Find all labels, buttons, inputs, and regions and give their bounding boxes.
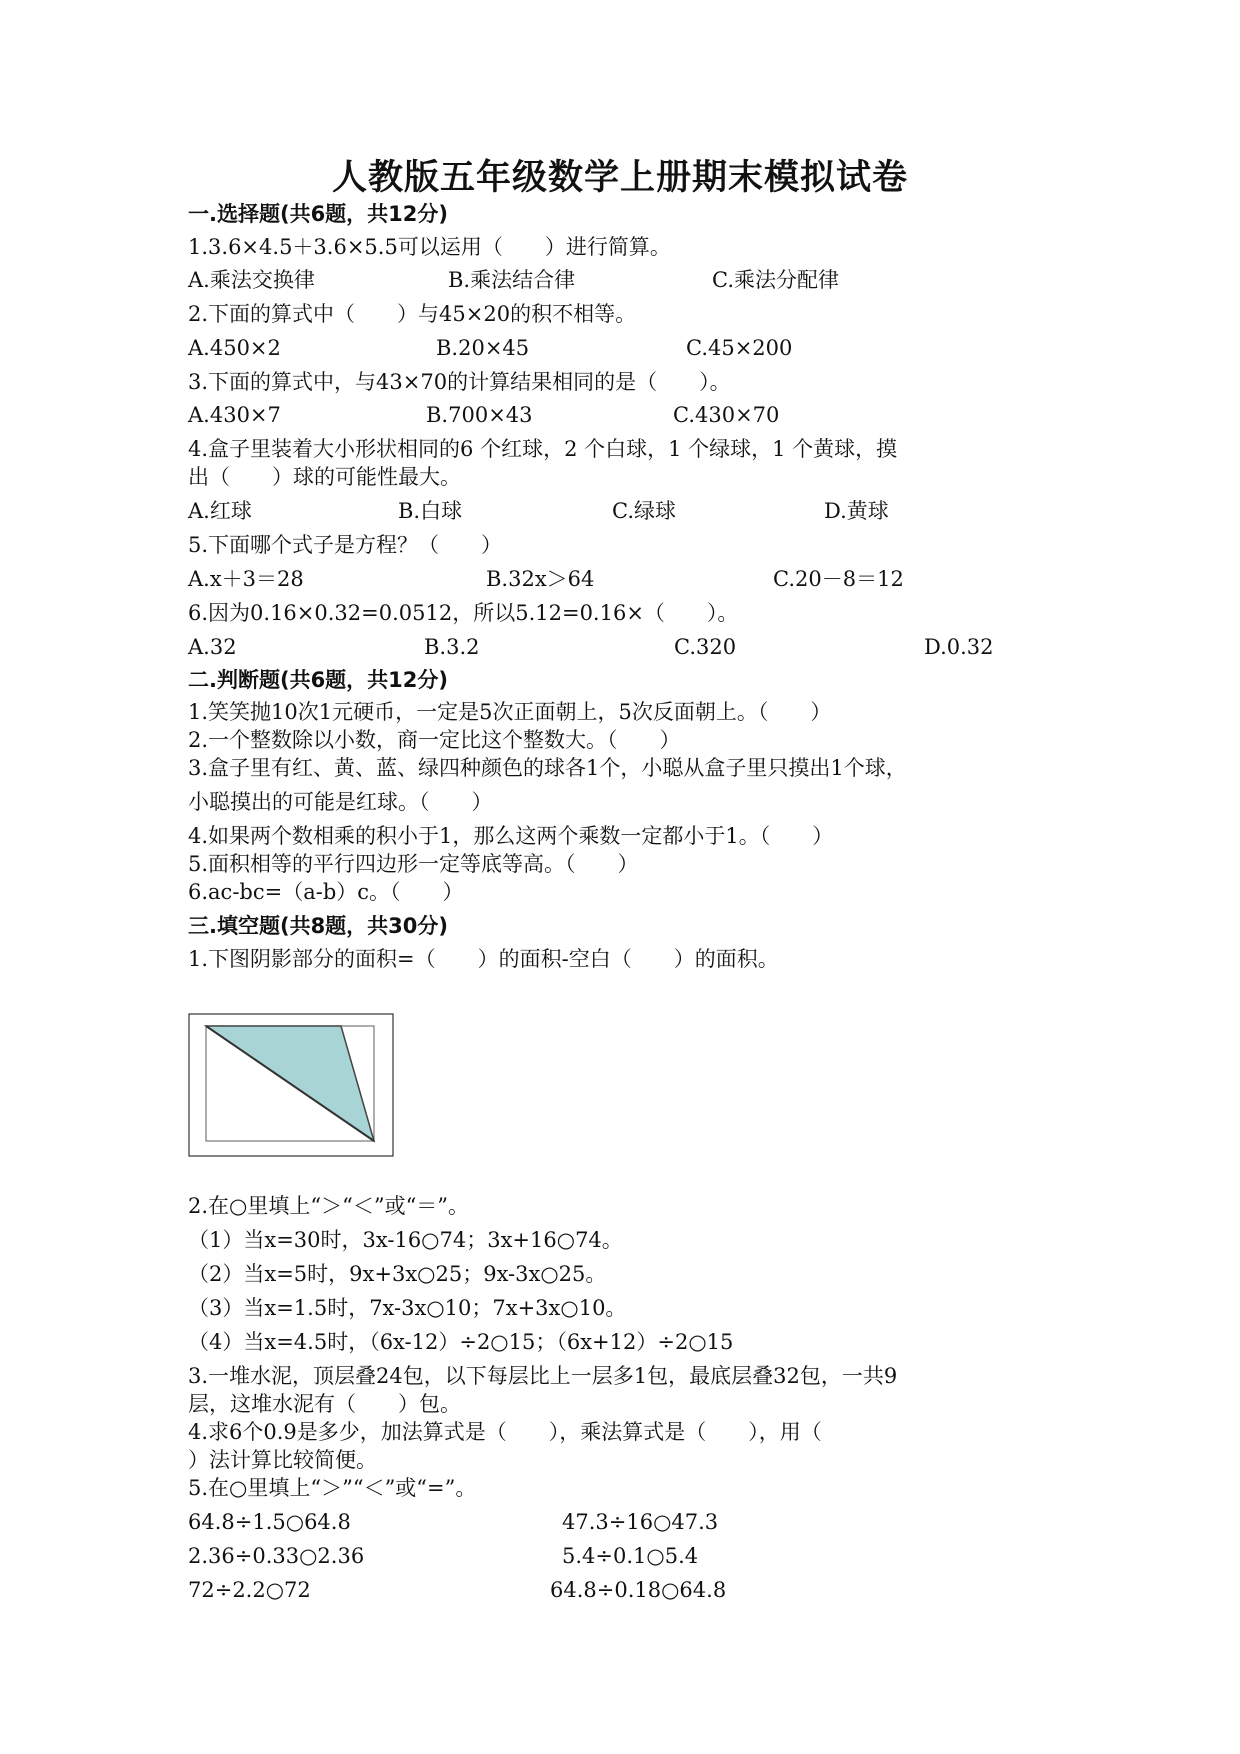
choice-q1-option-a: A.乘法交换律 bbox=[188, 268, 315, 292]
fill-question-4-line2: ）法计算比较简便。 bbox=[188, 1448, 377, 1472]
section-heading-judge: 二.判断题(共6题，共12分) bbox=[188, 668, 449, 692]
choice-q4-option-a: A.红球 bbox=[188, 499, 252, 523]
judge-question-4: 4.如果两个数相乘的积小于1，那么这两个乘数一定都小于1。（ ） bbox=[188, 824, 834, 848]
choice-q2-option-c: C.45×200 bbox=[686, 336, 793, 360]
choice-q5-option-a: A.x＋3＝28 bbox=[188, 567, 304, 591]
judge-question-3-line2: 小聪摸出的可能是红球。（ ） bbox=[188, 790, 493, 814]
choice-question-5: 5.下面哪个式子是方程？（ ） bbox=[188, 533, 503, 557]
choice-question-2: 2.下面的算式中（ ）与45×20的积不相等。 bbox=[188, 302, 637, 326]
choice-q3-option-c: C.430×70 bbox=[673, 403, 780, 427]
judge-question-5: 5.面积相等的平行四边形一定等底等高。（ ） bbox=[188, 852, 639, 876]
fill-q5-item: 2.36÷0.33○2.36 bbox=[188, 1544, 365, 1568]
judge-question-2: 2.一个整数除以小数，商一定比这个整数大。（ ） bbox=[188, 728, 681, 752]
choice-question-3: 3.下面的算式中，与43×70的计算结果相同的是（ ）。 bbox=[188, 370, 731, 394]
choice-q4-option-b: B.白球 bbox=[398, 499, 463, 523]
fill-q5-item: 47.3÷16○47.3 bbox=[562, 1510, 719, 1534]
fill-question-2-part3: （3）当x=1.5时，7x-3x○10；7x+3x○10。 bbox=[188, 1296, 627, 1320]
fill-question-3-line1: 3.一堆水泥，顶层叠24包，以下每层比上一层多1包，最底层叠32包，一共9 bbox=[188, 1364, 898, 1388]
judge-question-6: 6.ac-bc=（a-b）c。（ ） bbox=[188, 880, 464, 904]
fill-question-1: 1.下图阴影部分的面积=（ ）的面积-空白（ ）的面积。 bbox=[188, 947, 779, 971]
choice-q3-option-a: A.430×7 bbox=[188, 403, 281, 427]
fill-question-3-line2: 层，这堆水泥有（ ）包。 bbox=[188, 1392, 461, 1416]
fill-q5-item: 5.4÷0.1○5.4 bbox=[562, 1544, 699, 1568]
page-title: 人教版五年级数学上册期末模拟试卷 bbox=[331, 158, 908, 198]
choice-q4-option-d: D.黄球 bbox=[824, 499, 889, 523]
choice-q6-option-a: A.32 bbox=[188, 635, 237, 659]
choice-question-6: 6.因为0.16×0.32=0.0512，所以5.12=0.16×（ ）。 bbox=[188, 601, 739, 625]
choice-q2-option-b: B.20×45 bbox=[436, 336, 530, 360]
choice-question-1: 1.3.6×4.5＋3.6×5.5可以运用（ ）进行简算。 bbox=[188, 235, 671, 259]
fill-question-2-part2: （2）当x=5时，9x+3x○25；9x-3x○25。 bbox=[188, 1262, 607, 1286]
choice-q5-option-c: C.20－8＝12 bbox=[773, 567, 904, 591]
section-heading-fill: 三.填空题(共8题，共30分) bbox=[188, 914, 449, 938]
choice-question-4-line1: 4.盒子里装着大小形状相同的6 个红球，2 个白球，1 个绿球，1 个黄球，摸 bbox=[188, 437, 898, 461]
fill-q5-item: 72÷2.2○72 bbox=[188, 1578, 311, 1602]
section-heading-choice: 一.选择题(共6题，共12分) bbox=[188, 202, 449, 226]
judge-question-3-line1: 3.盒子里有红、黄、蓝、绿四种颜色的球各1个，小聪从盒子里只摸出1个球， bbox=[188, 756, 907, 780]
fill-question-2-part1: （1）当x=30时，3x-16○74；3x+16○74。 bbox=[188, 1228, 623, 1252]
choice-q2-option-a: A.450×2 bbox=[188, 336, 281, 360]
fill-question-2-part4: （4）当x=4.5时，（6x-12）÷2○15；（6x+12）÷2○15 bbox=[188, 1330, 734, 1354]
choice-q1-option-b: B.乘法结合律 bbox=[448, 268, 576, 292]
judge-question-1: 1.笑笑抛10次1元硬币，一定是5次正面朝上，5次反面朝上。（ ） bbox=[188, 700, 832, 724]
fill-q5-item: 64.8÷1.5○64.8 bbox=[188, 1510, 351, 1534]
fill-q5-item: 64.8÷0.18○64.8 bbox=[550, 1578, 727, 1602]
choice-q5-option-b: B.32x＞64 bbox=[486, 567, 595, 591]
fill-question-2: 2.在○里填上“＞“＜”或“＝”。 bbox=[188, 1194, 470, 1218]
shaded-area-figure bbox=[188, 1013, 394, 1157]
choice-q6-option-b: B.3.2 bbox=[424, 635, 480, 659]
choice-q1-option-c: C.乘法分配律 bbox=[712, 268, 839, 292]
choice-question-4-line2: 出（ ）球的可能性最大。 bbox=[188, 465, 461, 489]
choice-q6-option-d: D.0.32 bbox=[924, 635, 994, 659]
choice-q4-option-c: C.绿球 bbox=[612, 499, 676, 523]
fill-question-4-line1: 4.求6个0.9是多少，加法算式是（ ），乘法算式是（ ），用（ bbox=[188, 1420, 822, 1444]
choice-q3-option-b: B.700×43 bbox=[426, 403, 533, 427]
choice-q6-option-c: C.320 bbox=[674, 635, 737, 659]
fill-question-5: 5.在○里填上“＞”“＜”或“=”。 bbox=[188, 1476, 477, 1500]
